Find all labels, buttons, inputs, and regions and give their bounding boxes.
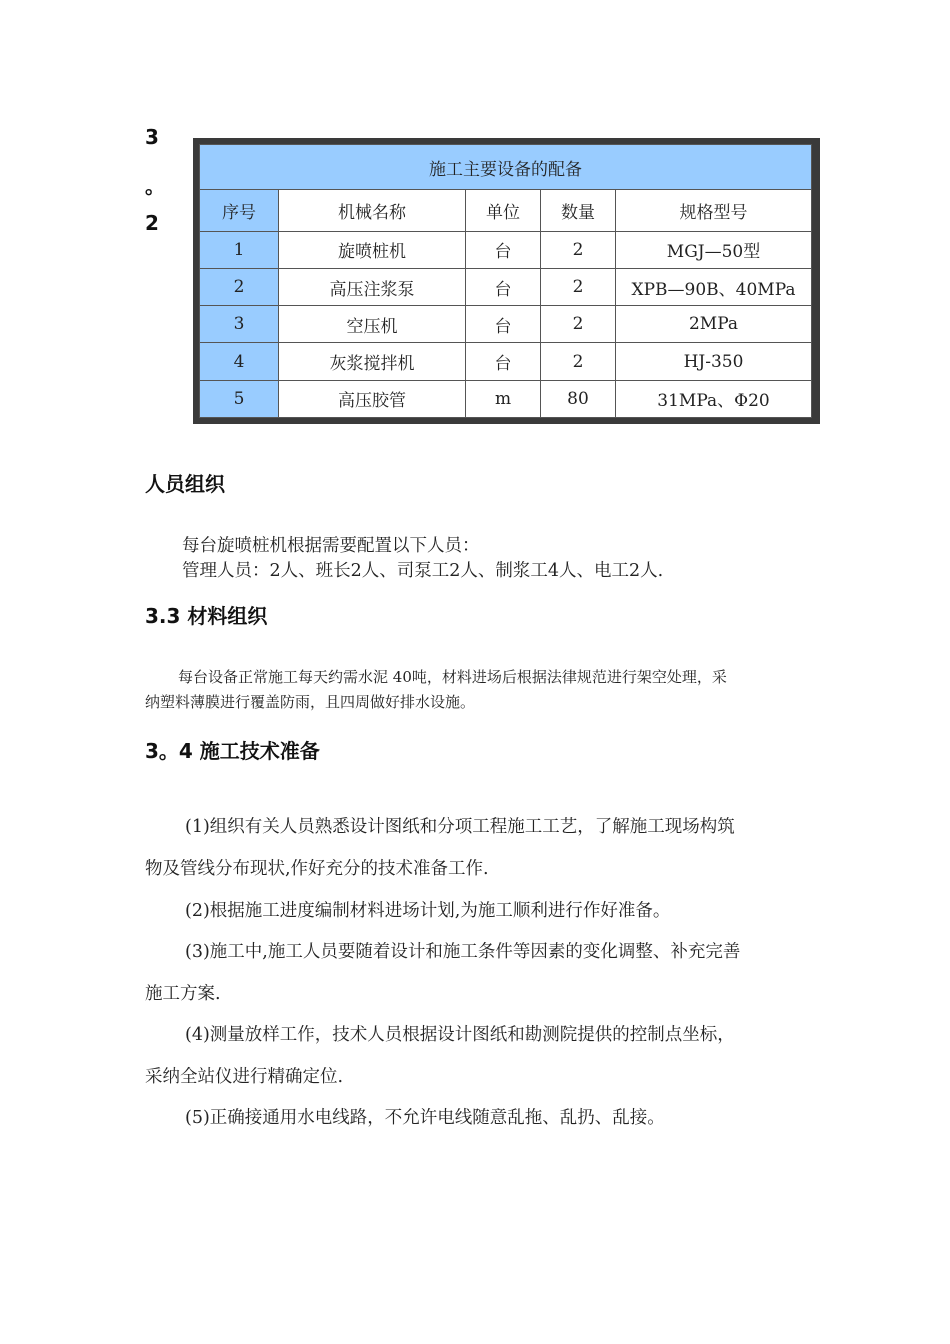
cell-spec: 2MPa — [616, 306, 812, 343]
table-title: 施工主要设备的配备 — [200, 145, 812, 190]
cell-unit: 台 — [466, 268, 541, 305]
cell-name: 高压注浆泵 — [279, 268, 466, 305]
technical-line-3: (2)根据施工进度编制材料进场计划,为施工顺利进行作好准备。 — [185, 901, 671, 921]
materials-line-1: 每台设备正常施工每天约需水泥 40吨，材料进场后根据法律规范进行架空处理，采 — [178, 668, 727, 686]
technical-line-2: 物及管线分布现状,作好充分的技术准备工作. — [145, 859, 489, 879]
cell-unit: 台 — [466, 306, 541, 343]
materials-heading: 3.3 材料组织 — [145, 604, 268, 628]
technical-line-4: (3)施工中,施工人员要随着设计和施工条件等因素的变化调整、补充完善 — [185, 942, 741, 962]
equipment-table-frame — [193, 138, 820, 424]
equipment-table — [199, 144, 812, 418]
technical-heading: 3。4 施工技术准备 — [145, 739, 320, 763]
side-label-3: 2 — [145, 211, 159, 235]
col-header-unit: 单位 — [466, 190, 541, 231]
personnel-line-2: 管理人员：2人、班长2人、司泵工2人、制浆工4人、电工2人. — [182, 561, 664, 581]
technical-line-5: 施工方案. — [145, 984, 221, 1004]
cell-name: 旋喷桩机 — [279, 231, 466, 268]
cell-name: 高压胶管 — [279, 380, 466, 417]
col-header-name: 机械名称 — [279, 190, 466, 231]
personnel-heading: 人员组织 — [145, 472, 225, 496]
technical-line-6: (4)测量放样工作，技术人员根据设计图纸和勘测院提供的控制点坐标， — [185, 1025, 735, 1045]
cell-index: 4 — [200, 343, 279, 380]
table-row — [200, 306, 812, 343]
col-header-spec: 规格型号 — [616, 190, 812, 231]
cell-index: 2 — [200, 268, 279, 305]
cell-spec: 31MPa、Φ20 — [616, 380, 812, 417]
technical-line-7: 采纳全站仪进行精确定位. — [145, 1067, 344, 1087]
technical-line-8: (5)正确接通用水电线路，不允许电线随意乱拖、乱扔、乱接。 — [185, 1108, 665, 1128]
cell-name: 空压机 — [279, 306, 466, 343]
table-row — [200, 343, 812, 380]
col-header-quantity: 数量 — [541, 190, 616, 231]
cell-quantity: 80 — [541, 380, 616, 417]
table-row — [200, 268, 812, 305]
cell-unit: 台 — [466, 343, 541, 380]
cell-index: 5 — [200, 380, 279, 417]
materials-line-2: 纳塑料薄膜进行覆盖防雨，且四周做好排水设施。 — [145, 693, 476, 711]
cell-unit: m — [466, 380, 541, 417]
cell-spec: HJ-350 — [616, 343, 812, 380]
technical-line-1: (1)组织有关人员熟悉设计图纸和分项工程施工工艺，了解施工现场构筑 — [185, 817, 735, 837]
table-header-row — [200, 190, 812, 231]
cell-unit: 台 — [466, 231, 541, 268]
table-row — [200, 380, 812, 417]
table-row — [200, 231, 812, 268]
cell-name: 灰浆搅拌机 — [279, 343, 466, 380]
side-label-2: 。 — [145, 174, 165, 198]
cell-spec: MGJ—50型 — [616, 231, 812, 268]
cell-quantity: 2 — [541, 268, 616, 305]
cell-spec: XPB—90B、40MPa — [616, 268, 812, 305]
side-label-1: 3 — [145, 125, 159, 149]
col-header-index: 序号 — [200, 190, 279, 231]
cell-quantity: 2 — [541, 343, 616, 380]
cell-index: 1 — [200, 231, 279, 268]
cell-quantity: 2 — [541, 306, 616, 343]
personnel-line-1: 每台旋喷桩机根据需要配置以下人员： — [182, 536, 480, 556]
cell-index: 3 — [200, 306, 279, 343]
equipment-table-body — [199, 144, 812, 418]
cell-quantity: 2 — [541, 231, 616, 268]
